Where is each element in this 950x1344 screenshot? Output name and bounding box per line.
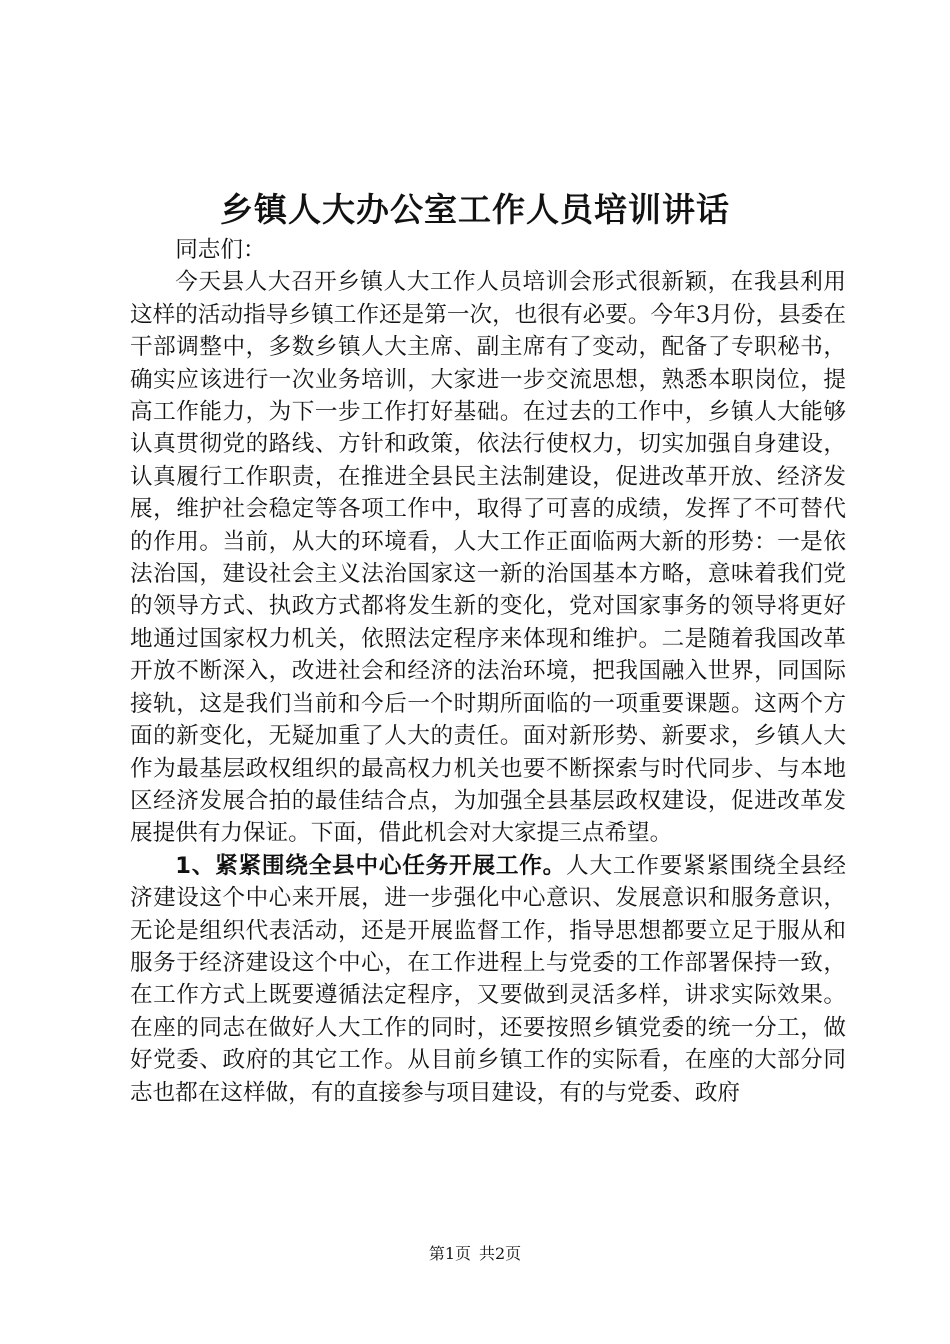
section-1-heading: 1、紧紧围绕全县中心任务开展工作。 — [175, 852, 567, 879]
greeting: 同志们： — [175, 237, 266, 263]
paragraph-intro: 今天县人大召开乡镇人大工作人员培训会形式很新颖，在我县利用这样的活动指导乡镇工作还是第一次，也很有必要。今年3月份，县委在干部调整中，多数乡镇人大主席、副主席有了变动，配备了专职秘书，确实应该进行一次业务培训，大家进一步交流思想，熟悉本职岗位，提高工作能力，为下一步工作打好基础。在过去的工作中，乡镇人大能够认真贯彻党的路线、方针和政策，依法行使权力，切实加强自身建设，认真履行工作职责，在推进全县民主法制建设，促进改革开放、经济发展，维护社会稳定等各项工作中，取得了可喜的成绩，发挥了不可替代的作用。当前，从大的环境看，人大工作正面临两大新的形势：一是依法治国，建设社会主义法治国家这一新的治国基本方略，意味着我们党的领导方式、执政方式都将发生新的变化，党对国家事务的领导将更好地通过国家权力机关，依照法定程序来体现和维护。二是随着我国改革开放不断深入，改进社会和经济的法治环境，把我国融入世界，同国际接轨，这是我们当前和今后一个时期所面临的一项重要课题。这两个方面的新变化，无疑加重了人大的责任。面对新形势、新要求，乡镇人大作为最基层政权组织的最高权力机关也要不断探索与时代同步、与本地区经济发展合拍的最佳结合点，为加强全县基层政权建设，促进改革发展提供有力保证。下面，借此机会对大家提三点希望。 — [130, 269, 846, 847]
page-number: 第1页 — [428, 1244, 471, 1263]
page-footer — [0, 1242, 950, 1266]
document-title: 乡镇人大办公室工作人员培训讲话 — [220, 190, 730, 229]
page-total: 共2页 — [479, 1244, 522, 1263]
section-1-text: 人大工作要紧紧围绕全县经济建设这个中心来开展，进一步强化中心意识、发展意识和服务意识，无论是组织代表活动，还是开展监督工作，指导思想都要立足于服从和服务于经济建设这个中心，在工作进程上与党委的工作部署保持一致，在工作方式上既要遵循法定程序，又要做到灵活多样，讲求实际效果。在座的同志在做好人大工作的同时，还要按照乡镇党委的统一分工，做好党委、政府的其它工作。从目前乡镇工作的实际看，在座的大部分同志也都在这样做，有的直接参与项目建设，有的与党委、政府 — [130, 852, 846, 1106]
paragraph-section-1 — [130, 850, 846, 1109]
document-body — [130, 234, 846, 1109]
